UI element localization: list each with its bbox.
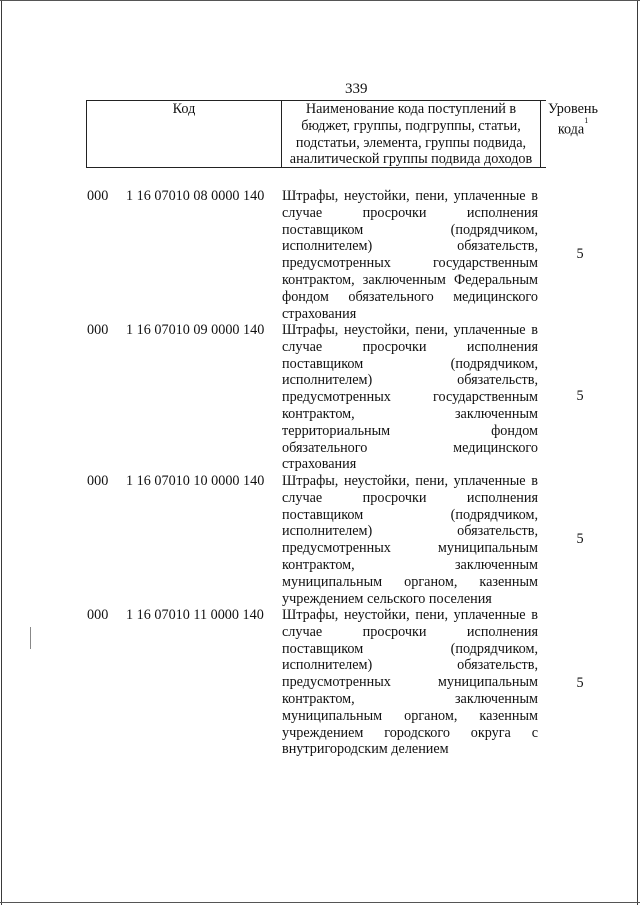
name-line: фондом обязательного медицинского: [282, 288, 538, 305]
name-line: учреждением городского округа с: [282, 724, 538, 741]
name-line: учреждением сельского поселения: [282, 590, 492, 607]
name-line: исполнителем) обязательств,: [282, 657, 538, 674]
code-level: 5: [576, 531, 584, 547]
name-line: предусмотренных государственным: [282, 389, 538, 406]
page-number: 339: [345, 81, 368, 97]
scan-frame-right: [637, 0, 638, 905]
name-line: поставщиком (подрядчиком,: [282, 355, 538, 372]
name-line: предусмотренных муниципальным: [282, 674, 538, 691]
code-level: 5: [576, 675, 584, 691]
scan-frame-left: [1, 0, 2, 905]
name-line: территориальным фондом: [282, 422, 538, 439]
name-line: Штрафы, неустойки, пени, уплаченные в: [282, 607, 538, 623]
scan-frame-top: [0, 0, 640, 1]
name-line: страхования: [282, 305, 357, 322]
name-line: внутригородским делением: [282, 741, 449, 758]
header-level: [541, 100, 605, 138]
name-line: исполнителем) обязательств,: [282, 523, 538, 540]
footnote-mark: 1: [584, 115, 589, 125]
revenue-name: [282, 322, 538, 473]
name-line: предусмотренных муниципальным: [282, 540, 538, 557]
revenue-code: 1 16 07010 10 0000 140: [126, 473, 265, 489]
name-line: поставщиком (подрядчиком,: [282, 221, 538, 238]
name-line: контрактом, заключенным: [282, 556, 538, 573]
name-line: Штрафы, неустойки, пени, уплаченные в: [282, 188, 538, 204]
header-name-line: подстатьи, элемента, группы подвида,: [295, 134, 527, 151]
code-level: 5: [576, 246, 584, 262]
name-line: контрактом, заключенным: [282, 690, 538, 707]
name-line: муниципальным органом, казенным: [282, 707, 538, 724]
admin-code: 000: [87, 322, 109, 338]
name-line: контрактом, заключенным Федеральным: [282, 271, 538, 288]
admin-code: 000: [87, 607, 109, 623]
header-name-line: аналитической группы подвида доходов: [289, 151, 533, 168]
name-line: случае просрочки исполнения: [282, 204, 538, 221]
revenue-name: [282, 473, 538, 607]
name-line: случае просрочки исполнения: [282, 623, 538, 640]
revenue-code: 1 16 07010 08 0000 140: [126, 188, 265, 204]
admin-code: 000: [87, 188, 109, 204]
name-line: исполнителем) обязательств,: [282, 238, 538, 255]
revenue-name: [282, 607, 538, 758]
name-line: поставщиком (подрядчиком,: [282, 506, 538, 523]
name-line: муниципальным органом, казенным: [282, 573, 538, 590]
code-level: 5: [576, 388, 584, 404]
scan-frame-bottom: [0, 902, 640, 903]
name-line: поставщиком (подрядчиком,: [282, 640, 538, 657]
header-name-line: Наименование кода поступлений в: [305, 101, 517, 117]
margin-mark: [30, 627, 31, 649]
header-level-line2: [541, 115, 605, 139]
header-level-line1: Уровень: [548, 101, 598, 117]
name-line: исполнителем) обязательств,: [282, 372, 538, 389]
name-line: предусмотренных государственным: [282, 255, 538, 272]
name-line: страхования: [282, 456, 357, 473]
table-header: [86, 100, 598, 168]
name-line: обязательного медицинского: [282, 439, 538, 456]
name-line: контрактом, заключенным: [282, 405, 538, 422]
revenue-name: [282, 188, 538, 322]
header-name: [282, 100, 540, 168]
admin-code: 000: [87, 473, 109, 489]
name-line: Штрафы, неустойки, пени, уплаченные в: [282, 473, 538, 489]
header-name-line: бюджет, группы, подгруппы, статьи,: [301, 117, 521, 134]
name-line: случае просрочки исполнения: [282, 489, 538, 506]
revenue-code: 1 16 07010 09 0000 140: [126, 322, 265, 338]
name-line: Штрафы, неустойки, пени, уплаченные в: [282, 322, 538, 338]
name-line: случае просрочки исполнения: [282, 338, 538, 355]
revenue-code: 1 16 07010 11 0000 140: [126, 607, 264, 623]
header-level-text: кода: [557, 121, 585, 138]
header-code: Код: [172, 101, 196, 117]
